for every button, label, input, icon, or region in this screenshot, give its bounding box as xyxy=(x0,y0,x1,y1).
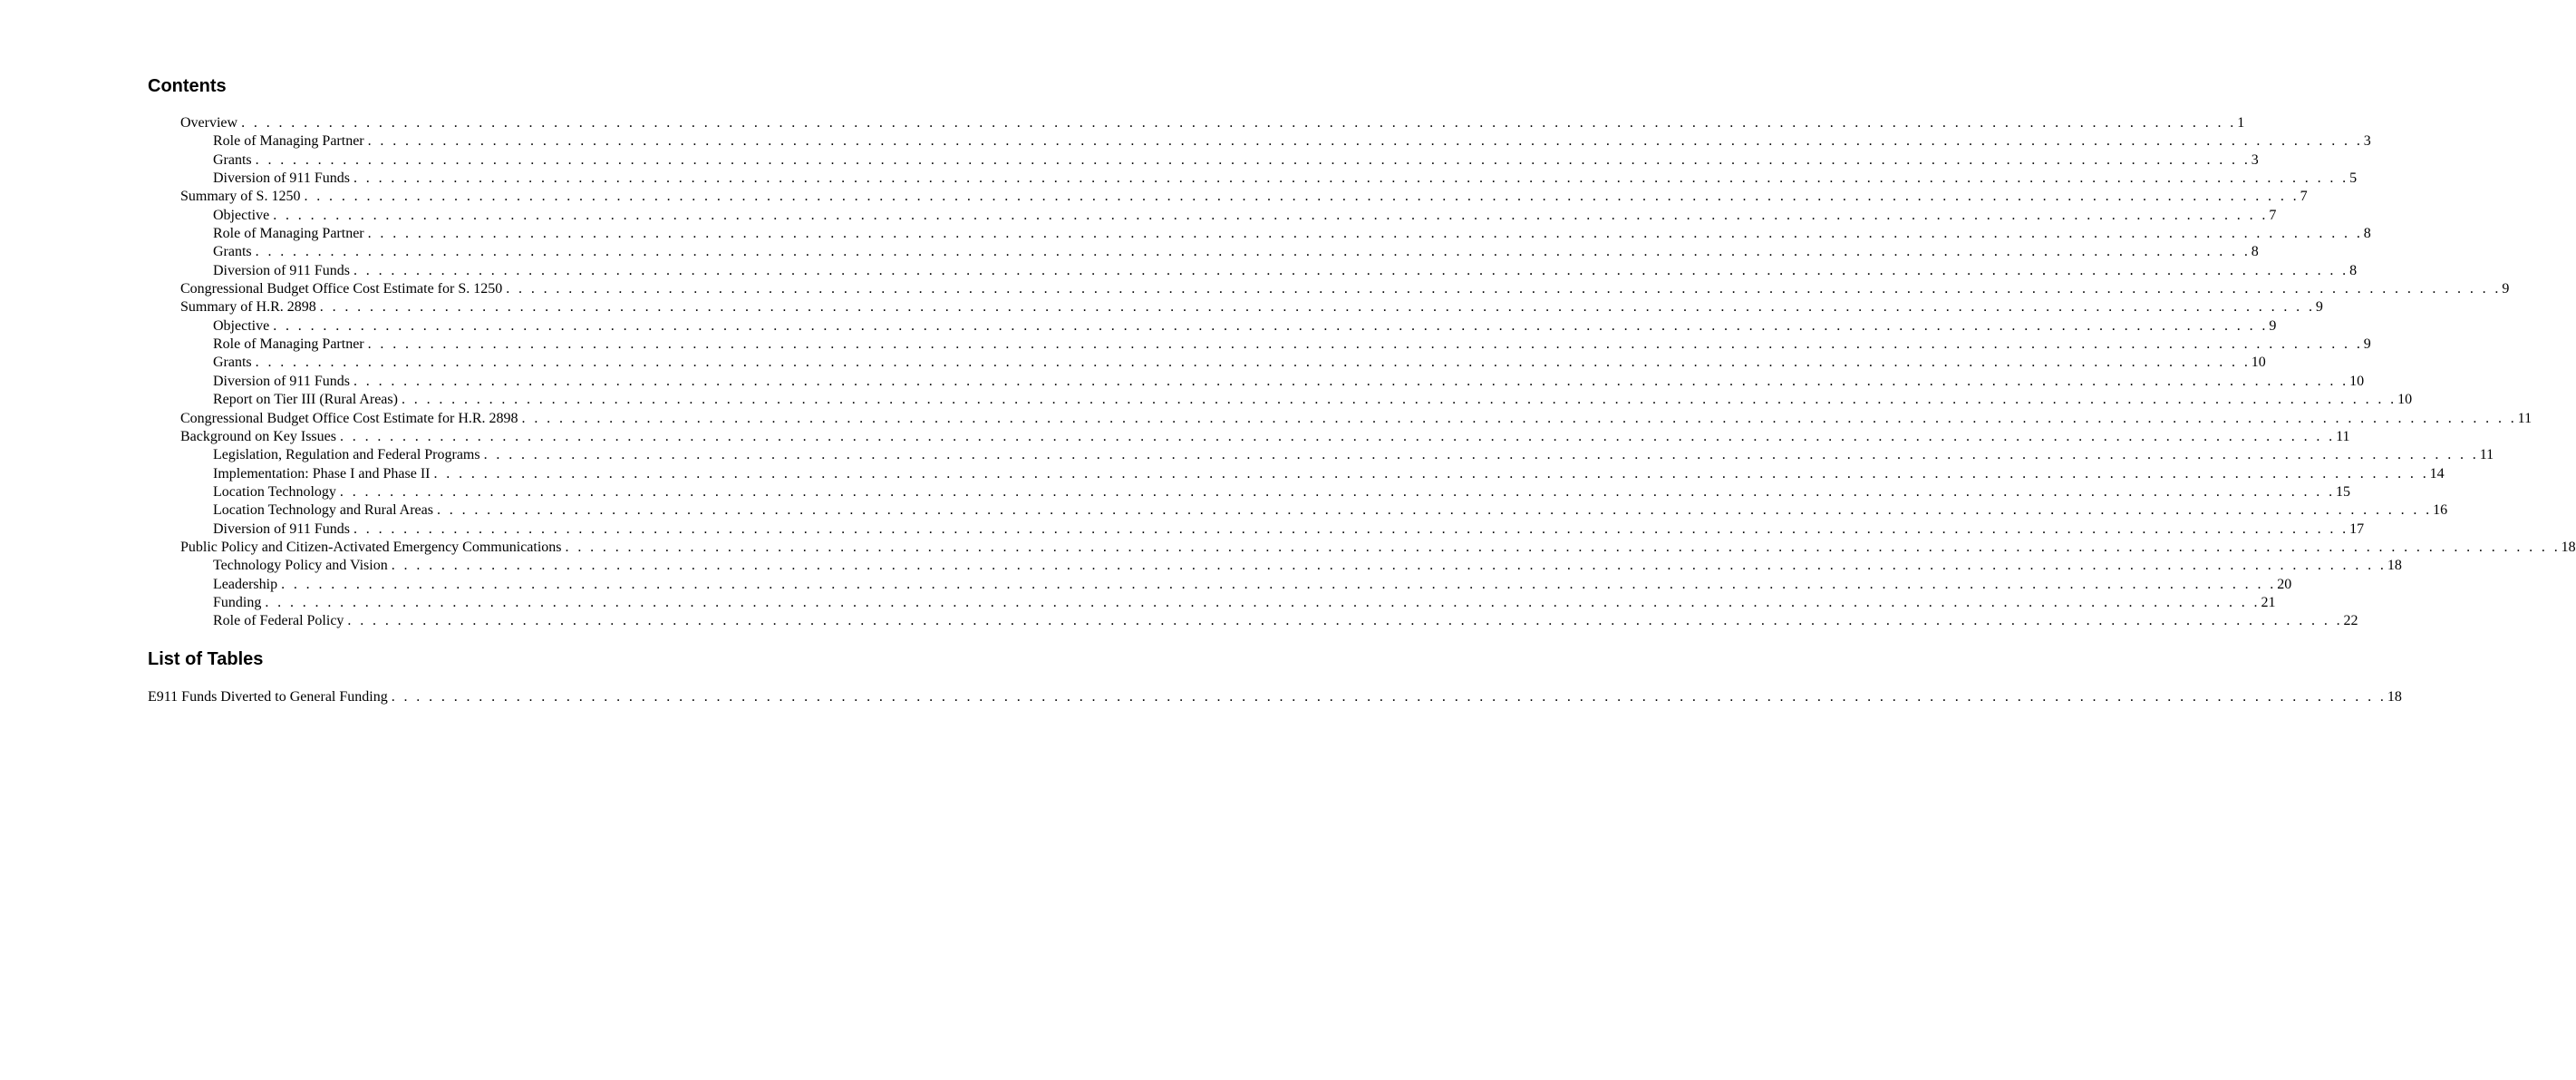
toc-entry-title: Technology Policy and Vision xyxy=(213,557,392,575)
toc-entry-page-number: 9 xyxy=(2315,299,2323,316)
toc-entry[interactable] xyxy=(0,317,2277,336)
dot-leader: . . . . . . . . . . . . . . . . . . . . . . . . . . . . . . . . . . . . . . . . . . . . . . . . . . . . . . . . . . . . . . . . . . . . . . . . . . . . . . . . . . . . . . . . . . . . . . . . . . . . . . . . . . . . . . . . . . . . . . . . . . . . . . . . . . . . . . . . . . . . . . . . . . . . . . . . . . . . . . . . xyxy=(255,151,2251,168)
toc-entry[interactable] xyxy=(0,336,2371,354)
toc-entry-page-number: 3 xyxy=(2251,151,2259,168)
toc-entry[interactable] xyxy=(0,612,2358,630)
toc-entry-title: Location Technology xyxy=(213,483,340,501)
toc-entry-title: Diversion of 911 Funds xyxy=(213,262,353,280)
dot-leader: . . . . . . . . . . . . . . . . . . . . . . . . . . . . . . . . . . . . . . . . . . . . . . . . . . . . . . . . . . . . . . . . . . . . . . . . . . . . . . . . . . . . . . . . . . . . . . . . . . . . . . . . . . . . . . . . . . . . . . . . . . . . . . . . . . . . . . . . . . . . . . . . . . . . . . . . . . . . . . . . xyxy=(436,502,2433,519)
contents-heading: Contents xyxy=(148,76,227,96)
dot-leader: . . . . . . . . . . . . . . . . . . . . . . . . . . . . . . . . . . . . . . . . . . . . . . . . . . . . . . . . . . . . . . . . . . . . . . . . . . . . . . . . . . . . . . . . . . . . . . . . . . . . . . . . . . . . . . . . . . . . . . . . . . . . . . . . . . . . . . . . . . . . . . . . . . . . . . . . . . . . . . . . xyxy=(353,521,2349,537)
toc-entry[interactable] xyxy=(0,207,2277,225)
toc-entry-title: Role of Managing Partner xyxy=(213,132,368,151)
dot-leader: . . . . . . . . . . . . . . . . . . . . . . . . . . . . . . . . . . . . . . . . . . . . . . . . . . . . . . . . . . . . . . . . . . . . . . . . . . . . . . . . . . . . . . . . . . . . . . . . . . . . . . . . . . . . . . . . . . . . . . . . . . . . . . . . . . . . . . . . . . . . . . . . . . . . . . . . . . . . . . . . xyxy=(391,558,2387,574)
toc-entry-title: Objective xyxy=(213,207,273,225)
toc-entry-page-number: 8 xyxy=(2251,244,2259,260)
dot-leader: . . . . . . . . . . . . . . . . . . . . . . . . . . . . . . . . . . . . . . . . . . . . . . . . . . . . . . . . . . . . . . . . . . . . . . . . . . . . . . . . . . . . . . . . . . . . . . . . . . . . . . . . . . . . . . . . . . . . . . . . . . . . . . . . . . . . . . . . . . . . . . . . . . . . . . . . . . . . . . . . xyxy=(339,428,2336,444)
toc-entry[interactable] xyxy=(0,594,2276,612)
toc-entry-title: Location Technology and Rural Areas xyxy=(213,501,437,520)
toc-entry-title: Diversion of 911 Funds xyxy=(213,170,353,188)
toc-entry-page-number: 17 xyxy=(2349,521,2365,537)
toc-entry-title: Legislation, Regulation and Federal Programs xyxy=(213,446,484,464)
dot-leader: . . . . . . . . . . . . . . . . . . . . . . . . . . . . . . . . . . . . . . . . . . . . . . . . . . . . . . . . . . . . . . . . . . . . . . . . . . . . . . . . . . . . . . . . . . . . . . . . . . . . . . . . . . . . . . . . . . . . . . . . . . . . . . . . . . . . . . . . . . . . . . . . . . . . . . . . . . . . . . . . xyxy=(391,689,2387,705)
dot-leader: . . . . . . . . . . . . . . . . . . . . . . . . . . . . . . . . . . . . . . . . . . . . . . . . . . . . . . . . . . . . . . . . . . . . . . . . . . . . . . . . . . . . . . . . . . . . . . . . . . . . . . . . . . . . . . . . . . . . . . . . . . . . . . . . . . . . . . . . . . . . . . . . . . . . . . . . . . . . . . . . xyxy=(353,170,2349,187)
dot-leader: . . . . . . . . . . . . . . . . . . . . . . . . . . . . . . . . . . . . . . . . . . . . . . . . . . . . . . . . . . . . . . . . . . . . . . . . . . . . . . . . . . . . . . . . . . . . . . . . . . . . . . . . . . . . . . . . . . . . . . . . . . . . . . . . . . . . . . . . . . . . . . . . . . . . . . . . . . . . . . . . xyxy=(367,336,2363,353)
toc-entry[interactable] xyxy=(0,225,2371,243)
toc-entry-page-number: 7 xyxy=(2269,207,2277,223)
toc-entry-page-number: 9 xyxy=(2363,336,2371,353)
toc-entry-title: Funding xyxy=(213,594,265,612)
toc-entry-title: Report on Tier III (Rural Areas) xyxy=(213,391,402,409)
toc-entry-page-number: 21 xyxy=(2261,594,2276,610)
dot-leader: . . . . . . . . . . . . . . . . . . . . . . . . . . . . . . . . . . . . . . . . . . . . . . . . . . . . . . . . . . . . . . . . . . . . . . . . . . . . . . . . . . . . . . . . . . . . . . . . . . . . . . . . . . . . . . . . . . . . . . . . . . . . . . . . . . . . . . . . . . . . . . . . . . . . . . . . . . . . . . . . xyxy=(565,539,2561,555)
toc-entry-page-number: 20 xyxy=(2277,576,2292,592)
dot-leader: . . . . . . . . . . . . . . . . . . . . . . . . . . . . . . . . . . . . . . . . . . . . . . . . . . . . . . . . . . . . . . . . . . . . . . . . . . . . . . . . . . . . . . . . . . . . . . . . . . . . . . . . . . . . . . . . . . . . . . . . . . . . . . . . . . . . . . . . . . . . . . . . . . . . . . . . . . . . . . . . xyxy=(347,613,2343,629)
toc-entry-page-number: 9 xyxy=(2269,317,2277,334)
toc-entry[interactable] xyxy=(0,114,2245,132)
dot-leader: . . . . . . . . . . . . . . . . . . . . . . . . . . . . . . . . . . . . . . . . . . . . . . . . . . . . . . . . . . . . . . . . . . . . . . . . . . . . . . . . . . . . . . . . . . . . . . . . . . . . . . . . . . . . . . . . . . . . . . . . . . . . . . . . . . . . . . . . . . . . . . . . . . . . . . . . . . . . . . . . xyxy=(433,465,2429,482)
toc-entry-title: Grants xyxy=(213,354,256,372)
toc-entry-title: Implementation: Phase I and Phase II xyxy=(213,465,434,483)
toc-entry-title: Summary of S. 1250 xyxy=(180,188,304,206)
toc-entry[interactable] xyxy=(0,465,2445,483)
toc-entry-page-number: 3 xyxy=(2363,133,2371,150)
toc-entry[interactable] xyxy=(0,688,2402,706)
toc-entry[interactable] xyxy=(0,132,2371,151)
dot-leader: . . . . . . . . . . . . . . . . . . . . . . . . . . . . . . . . . . . . . . . . . . . . . . . . . . . . . . . . . . . . . . . . . . . . . . . . . . . . . . . . . . . . . . . . . . . . . . . . . . . . . . . . . . . . . . . . . . . . . . . . . . . . . . . . . . . . . . . . . . . . . . . . . . . . . . . . . . . . . . . . xyxy=(367,226,2363,242)
toc-entry-page-number: 5 xyxy=(2349,170,2358,187)
dot-leader: . . . . . . . . . . . . . . . . . . . . . . . . . . . . . . . . . . . . . . . . . . . . . . . . . . . . . . . . . . . . . . . . . . . . . . . . . . . . . . . . . . . . . . . . . . . . . . . . . . . . . . . . . . . . . . . . . . . . . . . . . . . . . . . . . . . . . . . . . . . . . . . . . . . . . . . . . . . . . . . . xyxy=(319,299,2315,316)
toc-entry-title: Summary of H.R. 2898 xyxy=(180,298,320,316)
toc-entry-page-number: 18 xyxy=(2561,539,2576,555)
dot-leader: . . . . . . . . . . . . . . . . . . . . . . . . . . . . . . . . . . . . . . . . . . . . . . . . . . . . . . . . . . . . . . . . . . . . . . . . . . . . . . . . . . . . . . . . . . . . . . . . . . . . . . . . . . . . . . . . . . . . . . . . . . . . . . . . . . . . . . . . . . . . . . . . . . . . . . . . . . . . . . . . xyxy=(506,281,2502,297)
toc-entry-title: Objective xyxy=(213,317,273,336)
toc-entry-page-number: 1 xyxy=(2237,115,2245,131)
dot-leader: . . . . . . . . . . . . . . . . . . . . . . . . . . . . . . . . . . . . . . . . . . . . . . . . . . . . . . . . . . . . . . . . . . . . . . . . . . . . . . . . . . . . . . . . . . . . . . . . . . . . . . . . . . . . . . . . . . . . . . . . . . . . . . . . . . . . . . . . . . . . . . . . . . . . . . . . . . . . . . . . xyxy=(353,262,2349,278)
dot-leader: . . . . . . . . . . . . . . . . . . . . . . . . . . . . . . . . . . . . . . . . . . . . . . . . . . . . . . . . . . . . . . . . . . . . . . . . . . . . . . . . . . . . . . . . . . . . . . . . . . . . . . . . . . . . . . . . . . . . . . . . . . . . . . . . . . . . . . . . . . . . . . . . . . . . . . . . . . . . . . . . xyxy=(241,115,2237,131)
toc-entry-title: Congressional Budget Office Cost Estimate for H.R. 2898 xyxy=(180,410,522,428)
dot-leader: . . . . . . . . . . . . . . . . . . . . . . . . . . . . . . . . . . . . . . . . . . . . . . . . . . . . . . . . . . . . . . . . . . . . . . . . . . . . . . . . . . . . . . . . . . . . . . . . . . . . . . . . . . . . . . . . . . . . . . . . . . . . . . . . . . . . . . . . . . . . . . . . . . . . . . . . . . . . . . . . xyxy=(401,392,2397,408)
toc-entry-page-number: 15 xyxy=(2336,483,2350,500)
toc-entry-title: Congressional Budget Office Cost Estimate for S. 1250 xyxy=(180,280,506,298)
toc-entry[interactable] xyxy=(0,170,2358,188)
dot-leader: . . . . . . . . . . . . . . . . . . . . . . . . . . . . . . . . . . . . . . . . . . . . . . . . . . . . . . . . . . . . . . . . . . . . . . . . . . . . . . . . . . . . . . . . . . . . . . . . . . . . . . . . . . . . . . . . . . . . . . . . . . . . . . . . . . . . . . . . . . . . . . . . . . . . . . . . . . . . . . . . xyxy=(521,410,2517,426)
toc-entry-page-number: 18 xyxy=(2387,558,2402,574)
toc-entry-page-number: 10 xyxy=(2397,392,2413,408)
toc-entry-title: Role of Managing Partner xyxy=(213,225,368,243)
dot-leader: . . . . . . . . . . . . . . . . . . . . . . . . . . . . . . . . . . . . . . . . . . . . . . . . . . . . . . . . . . . . . . . . . . . . . . . . . . . . . . . . . . . . . . . . . . . . . . . . . . . . . . . . . . . . . . . . . . . . . . . . . . . . . . . . . . . . . . . . . . . . . . . . . . . . . . . . . . . . . . . . xyxy=(367,133,2363,150)
toc-entry[interactable] xyxy=(0,354,2266,372)
toc-entry[interactable] xyxy=(0,576,2292,594)
toc-entry[interactable] xyxy=(0,428,2350,446)
dot-leader: . . . . . . . . . . . . . . . . . . . . . . . . . . . . . . . . . . . . . . . . . . . . . . . . . . . . . . . . . . . . . . . . . . . . . . . . . . . . . . . . . . . . . . . . . . . . . . . . . . . . . . . . . . . . . . . . . . . . . . . . . . . . . . . . . . . . . . . . . . . . . . . . . . . . . . . . . . . . . . . . xyxy=(483,447,2479,463)
toc-entry-page-number: 11 xyxy=(2517,410,2532,426)
toc-entry-page-number: 16 xyxy=(2433,502,2448,519)
toc-entry[interactable] xyxy=(0,410,2532,428)
toc-entry[interactable] xyxy=(0,298,2323,316)
toc-entry-page-number: 10 xyxy=(2349,373,2365,389)
toc-entry-title: Grants xyxy=(213,151,256,170)
toc-entry[interactable] xyxy=(0,539,2576,557)
toc-entry[interactable] xyxy=(0,262,2358,280)
toc-entry-page-number: 22 xyxy=(2343,613,2358,629)
toc-entry[interactable] xyxy=(0,373,2365,391)
toc-entry-title: Role of Federal Policy xyxy=(213,612,347,630)
toc-entry[interactable] xyxy=(0,391,2413,409)
toc-entry-title: Diversion of 911 Funds xyxy=(213,521,353,539)
toc-entry-title: Background on Key Issues xyxy=(180,428,340,446)
toc-entry-page-number: 8 xyxy=(2363,226,2371,242)
toc-entry-title: Grants xyxy=(213,243,256,261)
toc-entry-title: Diversion of 911 Funds xyxy=(213,373,353,391)
toc-entry-page-number: 18 xyxy=(2387,689,2402,705)
toc-entry[interactable] xyxy=(0,557,2402,575)
dot-leader: . . . . . . . . . . . . . . . . . . . . . . . . . . . . . . . . . . . . . . . . . . . . . . . . . . . . . . . . . . . . . . . . . . . . . . . . . . . . . . . . . . . . . . . . . . . . . . . . . . . . . . . . . . . . . . . . . . . . . . . . . . . . . . . . . . . . . . . . . . . . . . . . . . . . . . . . . . . . . . . . xyxy=(273,317,2269,334)
dot-leader: . . . . . . . . . . . . . . . . . . . . . . . . . . . . . . . . . . . . . . . . . . . . . . . . . . . . . . . . . . . . . . . . . . . . . . . . . . . . . . . . . . . . . . . . . . . . . . . . . . . . . . . . . . . . . . . . . . . . . . . . . . . . . . . . . . . . . . . . . . . . . . . . . . . . . . . . . . . . . . . . xyxy=(255,355,2251,371)
toc-entry[interactable] xyxy=(0,243,2259,261)
dot-leader: . . . . . . . . . . . . . . . . . . . . . . . . . . . . . . . . . . . . . . . . . . . . . . . . . . . . . . . . . . . . . . . . . . . . . . . . . . . . . . . . . . . . . . . . . . . . . . . . . . . . . . . . . . . . . . . . . . . . . . . . . . . . . . . . . . . . . . . . . . . . . . . . . . . . . . . . . . . . . . . . xyxy=(339,483,2335,500)
toc-entry-title: E911 Funds Diverted to General Funding xyxy=(148,688,392,706)
toc-entry-page-number: 11 xyxy=(2336,428,2350,444)
dot-leader: . . . . . . . . . . . . . . . . . . . . . . . . . . . . . . . . . . . . . . . . . . . . . . . . . . . . . . . . . . . . . . . . . . . . . . . . . . . . . . . . . . . . . . . . . . . . . . . . . . . . . . . . . . . . . . . . . . . . . . . . . . . . . . . . . . . . . . . . . . . . . . . . . . . . . . . . . . . . . . . . xyxy=(304,189,2300,205)
toc-entry[interactable] xyxy=(0,483,2350,501)
toc-entry-title: Leadership xyxy=(213,576,281,594)
toc-entry-page-number: 11 xyxy=(2479,447,2494,463)
toc-entry[interactable] xyxy=(0,151,2259,170)
toc-entry-page-number: 14 xyxy=(2429,465,2445,482)
toc-entry-page-number: 8 xyxy=(2349,262,2358,278)
toc-entry-title: Role of Managing Partner xyxy=(213,336,368,354)
toc-entry[interactable] xyxy=(0,501,2448,520)
contents-list xyxy=(0,114,2576,631)
toc-entry-page-number: 7 xyxy=(2300,189,2308,205)
list-of-tables-list xyxy=(0,688,2402,706)
toc-entry[interactable] xyxy=(0,280,2510,298)
toc-entry-title: Overview xyxy=(180,114,241,132)
dot-leader: . . . . . . . . . . . . . . . . . . . . . . . . . . . . . . . . . . . . . . . . . . . . . . . . . . . . . . . . . . . . . . . . . . . . . . . . . . . . . . . . . . . . . . . . . . . . . . . . . . . . . . . . . . . . . . . . . . . . . . . . . . . . . . . . . . . . . . . . . . . . . . . . . . . . . . . . . . . . . . . . xyxy=(273,207,2269,223)
toc-entry[interactable] xyxy=(0,188,2308,206)
dot-leader: . . . . . . . . . . . . . . . . . . . . . . . . . . . . . . . . . . . . . . . . . . . . . . . . . . . . . . . . . . . . . . . . . . . . . . . . . . . . . . . . . . . . . . . . . . . . . . . . . . . . . . . . . . . . . . . . . . . . . . . . . . . . . . . . . . . . . . . . . . . . . . . . . . . . . . . . . . . . . . . . xyxy=(353,373,2349,389)
toc-entry[interactable] xyxy=(0,521,2365,539)
dot-leader: . . . . . . . . . . . . . . . . . . . . . . . . . . . . . . . . . . . . . . . . . . . . . . . . . . . . . . . . . . . . . . . . . . . . . . . . . . . . . . . . . . . . . . . . . . . . . . . . . . . . . . . . . . . . . . . . . . . . . . . . . . . . . . . . . . . . . . . . . . . . . . . . . . . . . . . . . . . . . . . . xyxy=(255,244,2251,260)
toc-entry-page-number: 10 xyxy=(2251,355,2266,371)
dot-leader: . . . . . . . . . . . . . . . . . . . . . . . . . . . . . . . . . . . . . . . . . . . . . . . . . . . . . . . . . . . . . . . . . . . . . . . . . . . . . . . . . . . . . . . . . . . . . . . . . . . . . . . . . . . . . . . . . . . . . . . . . . . . . . . . . . . . . . . . . . . . . . . . . . . . . . . . . . . . . . . . xyxy=(281,576,2277,592)
toc-entry-page-number: 9 xyxy=(2502,281,2510,297)
toc-entry-title: Public Policy and Citizen-Activated Emergency Communications xyxy=(180,539,566,557)
toc-entry[interactable] xyxy=(0,446,2494,464)
list-of-tables-heading: List of Tables xyxy=(148,649,264,669)
dot-leader: . . . . . . . . . . . . . . . . . . . . . . . . . . . . . . . . . . . . . . . . . . . . . . . . . . . . . . . . . . . . . . . . . . . . . . . . . . . . . . . . . . . . . . . . . . . . . . . . . . . . . . . . . . . . . . . . . . . . . . . . . . . . . . . . . . . . . . . . . . . . . . . . . . . . . . . . . . . . . . . . xyxy=(265,594,2261,610)
